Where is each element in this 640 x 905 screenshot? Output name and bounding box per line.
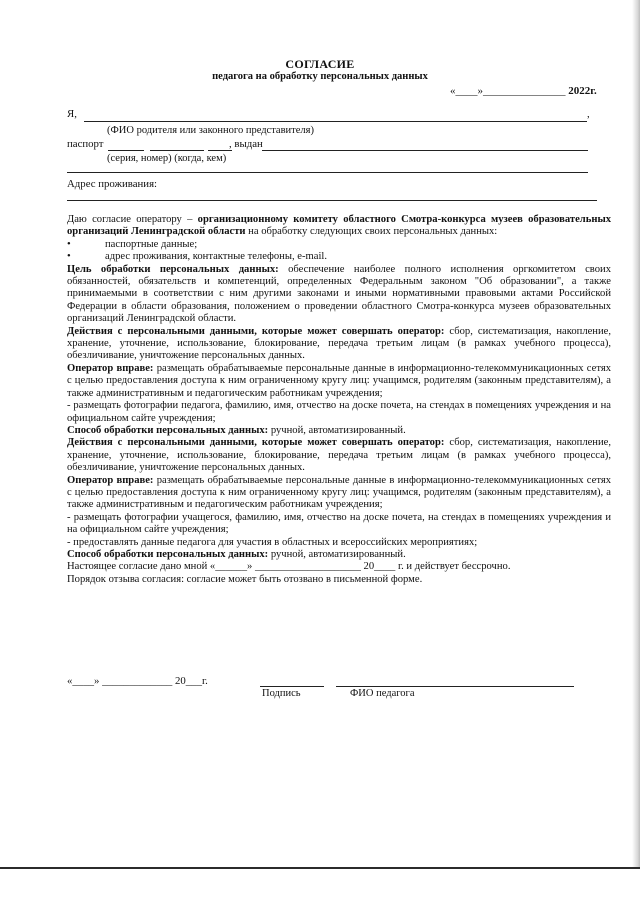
passport-number-line[interactable] xyxy=(150,150,204,151)
date-day: «____» xyxy=(450,85,483,97)
rights-photo: - размещать фотографии педагога, фамилию, имя, отчество на доске почета, на стендах в помещениях учреждения и на официальном сайте учреждения; xyxy=(67,400,611,424)
passport-series-line[interactable] xyxy=(108,150,144,151)
date-year: 2022г. xyxy=(568,85,597,97)
bullet-icon: • xyxy=(67,238,71,250)
issued-by-line[interactable] xyxy=(262,150,588,151)
actions-paragraph: Действия с персональными данными, которые может совершать оператор: сбор, систематизация, накопление, хранение, уточнение, использование, блокирование, передача третьим лицам (в рамках учебного процесса), обезличивание, уничтожение персональных данных. xyxy=(67,325,611,362)
fio-hint: (ФИО родителя или законного представителя) xyxy=(107,125,314,136)
document-subtitle: педагога на обработку персональных данных xyxy=(212,71,428,82)
document-date xyxy=(450,85,597,97)
fio-field-line[interactable] xyxy=(84,121,587,122)
date-month: _______________ xyxy=(483,85,566,97)
scan-bottom-margin xyxy=(0,869,640,905)
fio-signature-field-line[interactable] xyxy=(336,686,574,687)
signature-field-line[interactable] xyxy=(260,686,324,687)
rights-paragraph: Оператор вправе: размещать обрабатываемые персональные данные в информационно-телекоммуникационных сетях с целью предоставления доступа к ним ограниченному кругу лиц: учащимся, родителям (законным представителям), а также административным и педагогическим работникам учреждения; xyxy=(67,362,611,399)
rights2-events: - предоставлять данные педагога для участия в областных и всероссийских мероприятиях; xyxy=(67,536,478,548)
series-hint: (серия, номер) (когда, кем) xyxy=(107,153,227,164)
method-paragraph: Способ обработки персональных данных: ручной, автоматизированный. xyxy=(67,424,406,436)
list-item: • паспортные данные; xyxy=(67,238,198,250)
bullet-icon: • xyxy=(67,251,71,263)
document-title: СОГЛАСИЕ xyxy=(285,57,355,71)
rights2-paragraph: Оператор вправе: размещать обрабатываемые персональные данные в информационно-телекоммуникационных сетях с целью предоставления доступа к ним ограниченному кругу лиц: учащимся, родителям (законным представителям), а также административным и педагогическим работникам учреждения; xyxy=(67,474,611,511)
actions2-paragraph: Действия с персональными данными, которые может совершать оператор: сбор, систематизация, накопление, хранение, уточнение, использование, блокирование, передача третьим лицам (в рамках учебного процесса), обезличивание, уничтожение персональных данных. xyxy=(67,437,611,474)
revocation-line: Порядок отзыва согласия: согласие может быть отозвано в письменной форме. xyxy=(67,573,423,585)
issued-label: , выдан xyxy=(229,138,263,150)
scan-edge-shadow xyxy=(632,0,640,905)
ya-label: Я, xyxy=(67,108,77,120)
extra-line[interactable] xyxy=(67,172,588,173)
operator-name: организационному комитету областного Смотра-конкурса музеев образовательных организаций Ленинградской области xyxy=(67,214,612,238)
fio-teacher-label: ФИО педагога xyxy=(350,688,415,699)
validity-line: Настоящее согласие дано мной «______» ____________________ 20____ г. и действует бессрочно. xyxy=(67,561,511,573)
address-label: Адрес проживания: xyxy=(67,178,158,190)
address-field-line[interactable] xyxy=(67,200,597,201)
consent-intro: Даю согласие оператору – организационному комитету областного Смотра-конкурса музеев образовательных организаций Ленинградской области на обработку следующих своих персональных данных: xyxy=(67,214,612,238)
signature-date: «____» _____________ 20___г. xyxy=(67,675,208,687)
list-item: • адрес проживания, контактные телефоны, e-mail. xyxy=(67,251,327,263)
consent-document: СОГЛАСИЕ педагога на обработку персональных данных «____»_______________ 2022г. Я, , (ФИО родителя или законного представителя) паспорт , выдан (серия, номер) (когда, кем) Адрес проживания: Даю согласие оператору – организационному комитету областного Смотра-конкурса музеев образовательных организаций Ленинградской области на обработку следующих своих персональных данных: • паспортные данные; • адрес проживания, контактные телефоны, e-mail. Цель обработки персональных данных: обеспечение наиболее полного исполнения оргкомитетом своих обязанностей, обязательств и компетенций, определенных Федеральным законом "Об образовании", а также принимаемыми в соответствии с ним другими законами и иными нормативными правовыми актами Российской Федерации в области образования, положением о проведении областного Смотра-конкурса музеев образовательных организаций Ленинградской области. Действия с персональными данными, которые может совершать оператор: сбор, систематизация, накопление, хранение, уточнение, использование, блокирование, передача третьим лицам (в рамках учебного процесса), обезличивание, уничтожение персональных данных. Оператор вправе: размещать обрабатываемые персональные данные в информационно-телекоммуникационных сетях с целью предоставления доступа к ним ограниченному кругу лиц: учащимся, родителям (законным представителям), а также административным и педагогическим работникам учреждения; - размещать фотографии педагога, фамилию, имя, отчество на доске почета, на стендах в помещениях учреждения и на официальном сайте учреждения; Способ обработки персональных данных: ручной, автоматизированный. Действия с персональными данными, которые может совершать оператор: сбор, систематизация, накопление, хранение, уточнение, использование, блокирование, передача третьим лицам (в рамках учебного процесса), обезличивание, уничтожение персональных данных. Оператор вправе: размещать обрабатываемые персональные данные в информационно-телекоммуникационных сетях с целью предоставления доступа к ним ограниченному кругу лиц: учащимся, родителям (законным представителям), а также административным и педагогическим работникам учреждения; - размещать фотографии учащегося, фамилию, имя, отчество на доске почета, на стендах в помещениях учреждения и на официальном сайте учреждения; - предоставлять данные педагога для участия в областных и всероссийских мероприятиях; Способ обработки персональных данных: ручной, автоматизированный. Настоящее согласие дано мной «______» ____________________ 20____ г. и действует бессрочно. Порядок отзыва согласия: согласие может быть отозвано в письменной форме. «____» _____________ 20___г. Подпись ФИО педагога xyxy=(0,0,640,905)
method2-paragraph: Способ обработки персональных данных: ручной, автоматизированный. xyxy=(67,548,406,560)
passport-label: паспорт xyxy=(67,138,104,150)
signature-label: Подпись xyxy=(262,688,301,699)
consent-body xyxy=(67,214,611,586)
purpose-paragraph: Цель обработки персональных данных: обеспечение наиболее полного исполнения оргкомитетом своих обязанностей, обязательств и компетенций, определенных Федеральным законом "Об образовании", а также принимаемыми в соответствии с ним другими законами и иными нормативными правовыми актами Российской Федерации в области образования, положением о проведении областного Смотра-конкурса музеев образовательных организаций Ленинградской области. xyxy=(67,263,612,325)
rights2-photo: - размещать фотографии учащегося, фамилию, имя, отчество на доске почета, на стендах в помещениях учреждения и на официальном сайте учреждения; xyxy=(67,511,611,536)
